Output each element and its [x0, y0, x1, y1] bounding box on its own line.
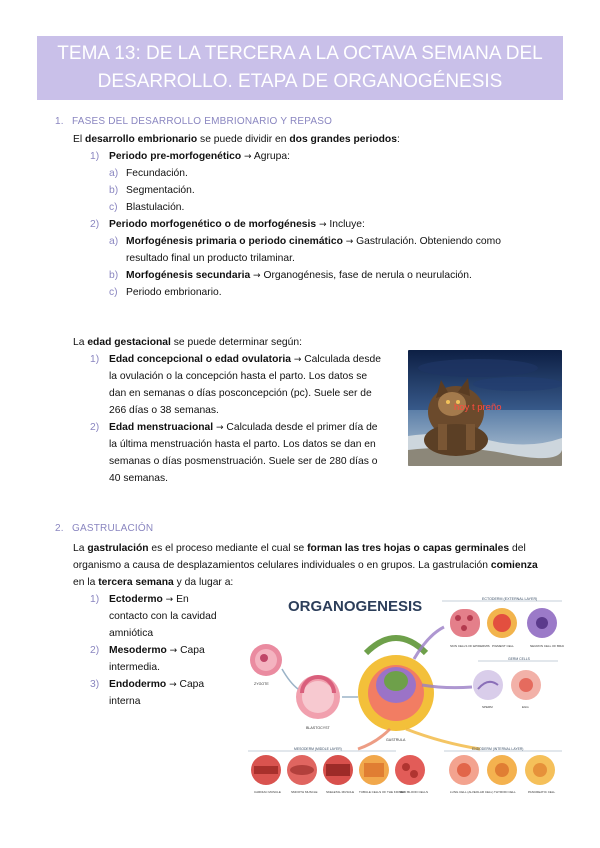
germ-cell-egg	[511, 670, 541, 700]
ecto-cell-neuron	[527, 608, 557, 638]
photo-caption: hoy t preño	[454, 402, 502, 413]
endo-caption: THYROID CELL	[494, 790, 516, 794]
page-title	[37, 36, 563, 100]
gastrulation-line-2: organismo a causa de desplazamientos celulares individuales o en grupos. La gastrulación comienza	[73, 560, 538, 571]
zygote	[250, 644, 282, 676]
germ-caption: SPERM	[482, 705, 493, 709]
germ-cell-sperm	[473, 670, 503, 700]
meso-cell-kidney	[359, 755, 389, 785]
list-item-continuation: dan en semanas o días posconcepción (pc). Suele ser de	[109, 388, 372, 399]
meso-caption: SMOOTH MUSCLE	[291, 790, 318, 794]
endo-caption: PANCREATIC CELL	[528, 790, 556, 794]
list-item-continuation: semanas o días posmenstruación. Suele ser de 280 días o	[109, 456, 378, 467]
diagram-title: ORGANOGENESIS	[288, 598, 423, 615]
germ-layer-mesoderm: 2) Mesodermo → Capa	[90, 645, 205, 656]
ecto-cell-skin	[450, 609, 480, 637]
list-item-continuation: la última menstruación hasta el parto. Los datos se dan en	[109, 439, 376, 450]
list-item: a) Fecundación.	[109, 168, 188, 179]
list-item: 2) Edad menstruacional → Calculada desde el primer día de	[90, 422, 378, 433]
period-1-item: 1) Periodo pre-morfogenético → Agrupa:	[90, 151, 290, 162]
ecto-caption: NEURON CELL OF BRAIN	[530, 644, 564, 648]
list-item-continuation: contacto con la cavidad	[109, 611, 217, 622]
list-item-continuation: 40 semanas.	[109, 473, 168, 484]
wolf-beach-photo	[408, 350, 562, 466]
gastrulation-line-3: en la tercera semana y da lugar a:	[73, 577, 234, 588]
title-line-2: DESARROLLO. ETAPA DE ORGANOGÉNESIS	[97, 71, 503, 92]
zygote-label: ZYGOTE	[254, 682, 269, 686]
section-1-heading: 1. FASES DEL DESARROLLO EMBRIONARIO Y REPASO	[55, 116, 333, 127]
list-item: c) Blastulación.	[109, 202, 185, 213]
meso-caption: TUBULE CELLS OF THE KIDNEY	[359, 790, 405, 794]
organogenesis-figure	[246, 593, 564, 805]
list-item: b) Morfogénesis secundaria → Organogénesis, fase de nerula o neurulación.	[109, 270, 472, 281]
list-item: b) Segmentación.	[109, 185, 195, 196]
list-item: c) Periodo embrionario.	[109, 287, 222, 298]
ecto-cell-pigment	[487, 608, 517, 638]
organogenesis-diagram	[246, 593, 564, 805]
germ-layer-endoderm: 3) Endodermo → Capa	[90, 679, 205, 690]
list-item-continuation: amniótica	[109, 628, 154, 639]
meso-cell-cardiac	[251, 755, 281, 785]
meso-caption: CARDIAC MUSCLE	[254, 790, 281, 794]
ecto-caption: SKIN CELLS OF EPIDERMIS	[450, 644, 490, 648]
endo-cell-pancreatic	[525, 755, 555, 785]
meso-cell-skeletal	[323, 755, 353, 785]
endo-caption: LUNG CELL (ALVEOLAR CELL)	[450, 790, 494, 794]
period-2-item: 2) Periodo morfogenético o de morfogénesis → Incluye:	[90, 219, 365, 230]
meso-caption: SKELETAL MUSCLE	[326, 790, 355, 794]
list-item: a) Morfogénesis primaria o periodo cinemático → Gastrulación. Obteniendo como	[109, 236, 501, 247]
germ-layer-ectoderm: 1) Ectodermo → En	[90, 594, 189, 605]
endo-cell-lung	[449, 755, 479, 785]
section-1-intro: El desarrollo embrionario se puede dividir en dos grandes periodos:	[73, 134, 400, 145]
meso-cell-rbc	[395, 755, 425, 785]
blastocyst-label: BLASTOCYST	[306, 726, 330, 730]
meso-cell-smooth	[287, 755, 317, 785]
ectoderm-label: ECTODERM (EXTERNAL LAYER)	[482, 597, 538, 601]
list-item-continuation: 266 días o 38 semanas.	[109, 405, 219, 416]
title-line-1: TEMA 13: DE LA TERCERA A LA OCTAVA SEMANA DEL	[57, 43, 543, 64]
section-2-heading: 2. GASTRULACIÓN	[55, 523, 154, 534]
germ-label: GERM CELLS	[508, 657, 530, 661]
germ-caption: EGG	[522, 705, 529, 709]
ecto-caption: PIGMENT CELL	[492, 644, 514, 648]
list-item-continuation: intermedia.	[109, 662, 160, 673]
list-item: 1) Edad concepcional o edad ovulatoria → Calculada desde	[90, 354, 381, 365]
endo-cell-thyroid	[487, 755, 517, 785]
list-item-continuation: la ovulación o la concepción hasta el parto. Los datos se	[109, 371, 368, 382]
gestational-age-intro: La edad gestacional se puede determinar según:	[73, 337, 302, 348]
endoderm-label: ENDODERM (INTERNAL LAYER)	[472, 747, 524, 751]
list-item-continuation: resultado final un producto trilaminar.	[126, 253, 295, 264]
list-item-continuation: interna	[109, 696, 141, 707]
gastrulation-line-1: La gastrulación es el proceso mediante el cual se forman las tres hojas o capas germinales del	[73, 543, 526, 554]
meso-caption: RED BLOOD CELLS	[400, 790, 429, 794]
gastrula-label: GASTRULA	[386, 738, 406, 742]
blastocyst	[296, 675, 340, 719]
mesoderm-label: MESODERM (MIDDLE LAYER)	[294, 747, 342, 751]
